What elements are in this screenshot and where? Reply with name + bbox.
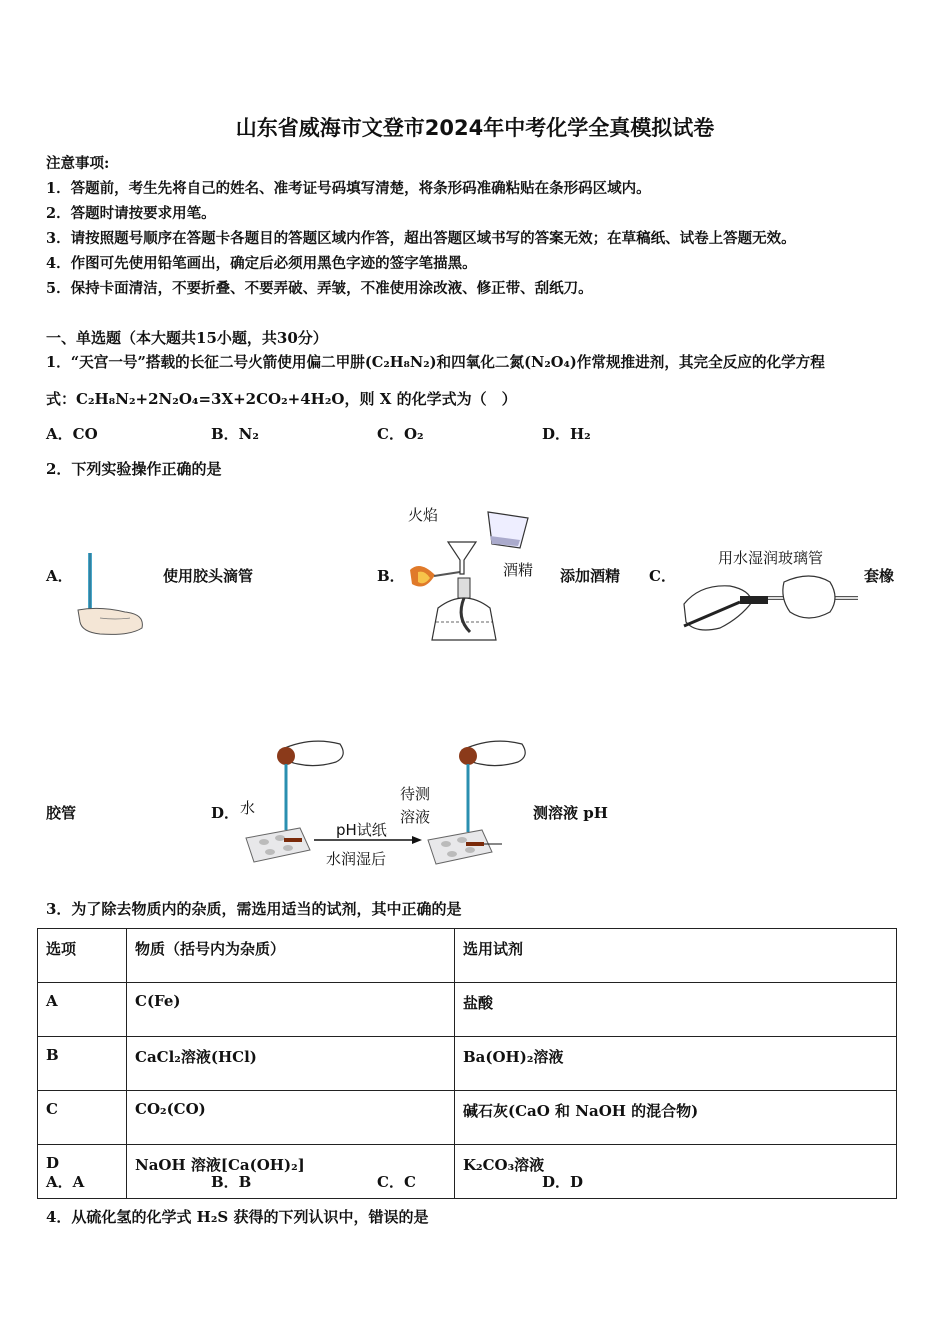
q2-d-letter: D．: [211, 804, 240, 822]
table-cell: NaOH 溶液[Ca(OH)₂]: [127, 1145, 455, 1199]
q1-option-c: C．O₂: [377, 425, 424, 443]
table-row: [38, 1037, 897, 1091]
page-title: 山东省威海市文登市2024年中考化学全真模拟试卷: [235, 116, 715, 140]
d-img-water-label: 水: [240, 799, 256, 817]
notice-item: 1．答题前，考生先将自己的姓名、准考证号码填写清楚，将条形码准确粘贴在条形码区域内。: [46, 180, 651, 197]
d-img-sample-label-1: 待测: [400, 785, 431, 803]
table-cell: CaCl₂溶液(HCl): [127, 1037, 455, 1091]
notice-item: 5．保持卡面清洁，不要折叠、不要弄破、弄皱，不准使用涂改液、修正带、刮纸刀。: [46, 280, 593, 297]
q2-stem: 2．下列实验操作正确的是: [46, 460, 222, 478]
c-img-label: 用水湿润玻璃管: [718, 549, 824, 567]
table-row: [38, 1091, 897, 1145]
q1-stem-line2: 式：C₂H₈N₂+2N₂O₄=3X+2CO₂+4H₂O，则 X 的化学式为（ ）: [46, 390, 517, 408]
q1-option-d: D．H₂: [542, 425, 591, 443]
table-cell: B: [38, 1037, 127, 1091]
d-img-wet-label: 水润湿后: [326, 850, 387, 868]
table-cell: 碱石灰(CaO 和 NaOH 的混合物): [455, 1091, 897, 1145]
table-header-cell: 选项: [38, 929, 127, 983]
b-img-flame-label: 火焰: [408, 506, 439, 524]
q3-option-a: A．A: [46, 1173, 85, 1191]
q4-stem: 4．从硫化氢的化学式 H₂S 获得的下列认识中，错误的是: [46, 1208, 429, 1226]
q3-option-c: C．C: [377, 1173, 416, 1191]
table-cell: CO₂(CO): [127, 1091, 455, 1145]
section-heading: 一、单选题（本大题共15小题，共30分）: [46, 329, 328, 347]
table-row: [38, 983, 897, 1037]
table-header-row: [38, 929, 897, 983]
q2-c-text-cont: 胶管: [46, 804, 77, 822]
table-cell: D: [38, 1145, 127, 1199]
q2-c-letter: C．: [649, 567, 676, 585]
q3-table: [37, 928, 897, 1199]
table-row: [38, 1145, 897, 1199]
glass-tube-hands-illustration: [680, 568, 860, 640]
table-cell: 盐酸: [455, 983, 897, 1037]
q2-a-letter: A．: [46, 567, 73, 585]
q2-d-text: 测溶液 pH: [533, 804, 608, 822]
notice-heading: 注意事项:: [46, 155, 110, 172]
table-cell: K₂CO₃溶液: [455, 1145, 897, 1199]
q2-a-text: 使用胶头滴管: [163, 567, 254, 585]
q3-option-b: B．B: [211, 1173, 252, 1191]
q3-option-d: D．D: [542, 1173, 584, 1191]
table-cell: C(Fe): [127, 983, 455, 1037]
q3-stem: 3．为了除去物质内的杂质，需选用适当的试剂，其中正确的是: [46, 900, 462, 918]
q1-stem-line1: 1．“天宫一号”搭载的长征二号火箭使用偏二甲肼(C₂H₈N₂)和四氧化二氮(N₂O₄)作常规推进剂，其完全反应的化学方程: [46, 354, 825, 371]
q2-b-text: 添加酒精: [560, 567, 621, 585]
d-img-sample-label-2: 溶液: [400, 808, 431, 826]
table-header-cell: 选用试剂: [455, 929, 897, 983]
q1-option-a: A．CO: [46, 425, 98, 443]
q2-b-letter: B．: [377, 567, 405, 585]
notice-item: 4．作图可先使用铅笔画出，确定后必须用黑色字迹的签字笔描黑。: [46, 255, 477, 272]
d-img-paper-label: pH试纸: [336, 821, 387, 839]
table-header-cell: 物质（括号内为杂质）: [127, 929, 455, 983]
table-cell: Ba(OH)₂溶液: [455, 1037, 897, 1091]
notice-item: 3．请按照题号顺序在答题卡各题目的答题区域内作答，超出答题区域书写的答案无效；在草稿纸、试卷上答题无效。: [46, 230, 796, 247]
notice-item: 2．答题时请按要求用笔。: [46, 205, 216, 222]
q2-c-text: 套橡: [864, 567, 895, 585]
dropper-hand-illustration: [70, 548, 150, 638]
b-img-alcohol-label: 酒精: [503, 561, 534, 579]
table-cell: C: [38, 1091, 127, 1145]
ph-test-illustration: [240, 738, 540, 870]
q1-option-b: B．N₂: [211, 425, 259, 443]
table-cell: A: [38, 983, 127, 1037]
